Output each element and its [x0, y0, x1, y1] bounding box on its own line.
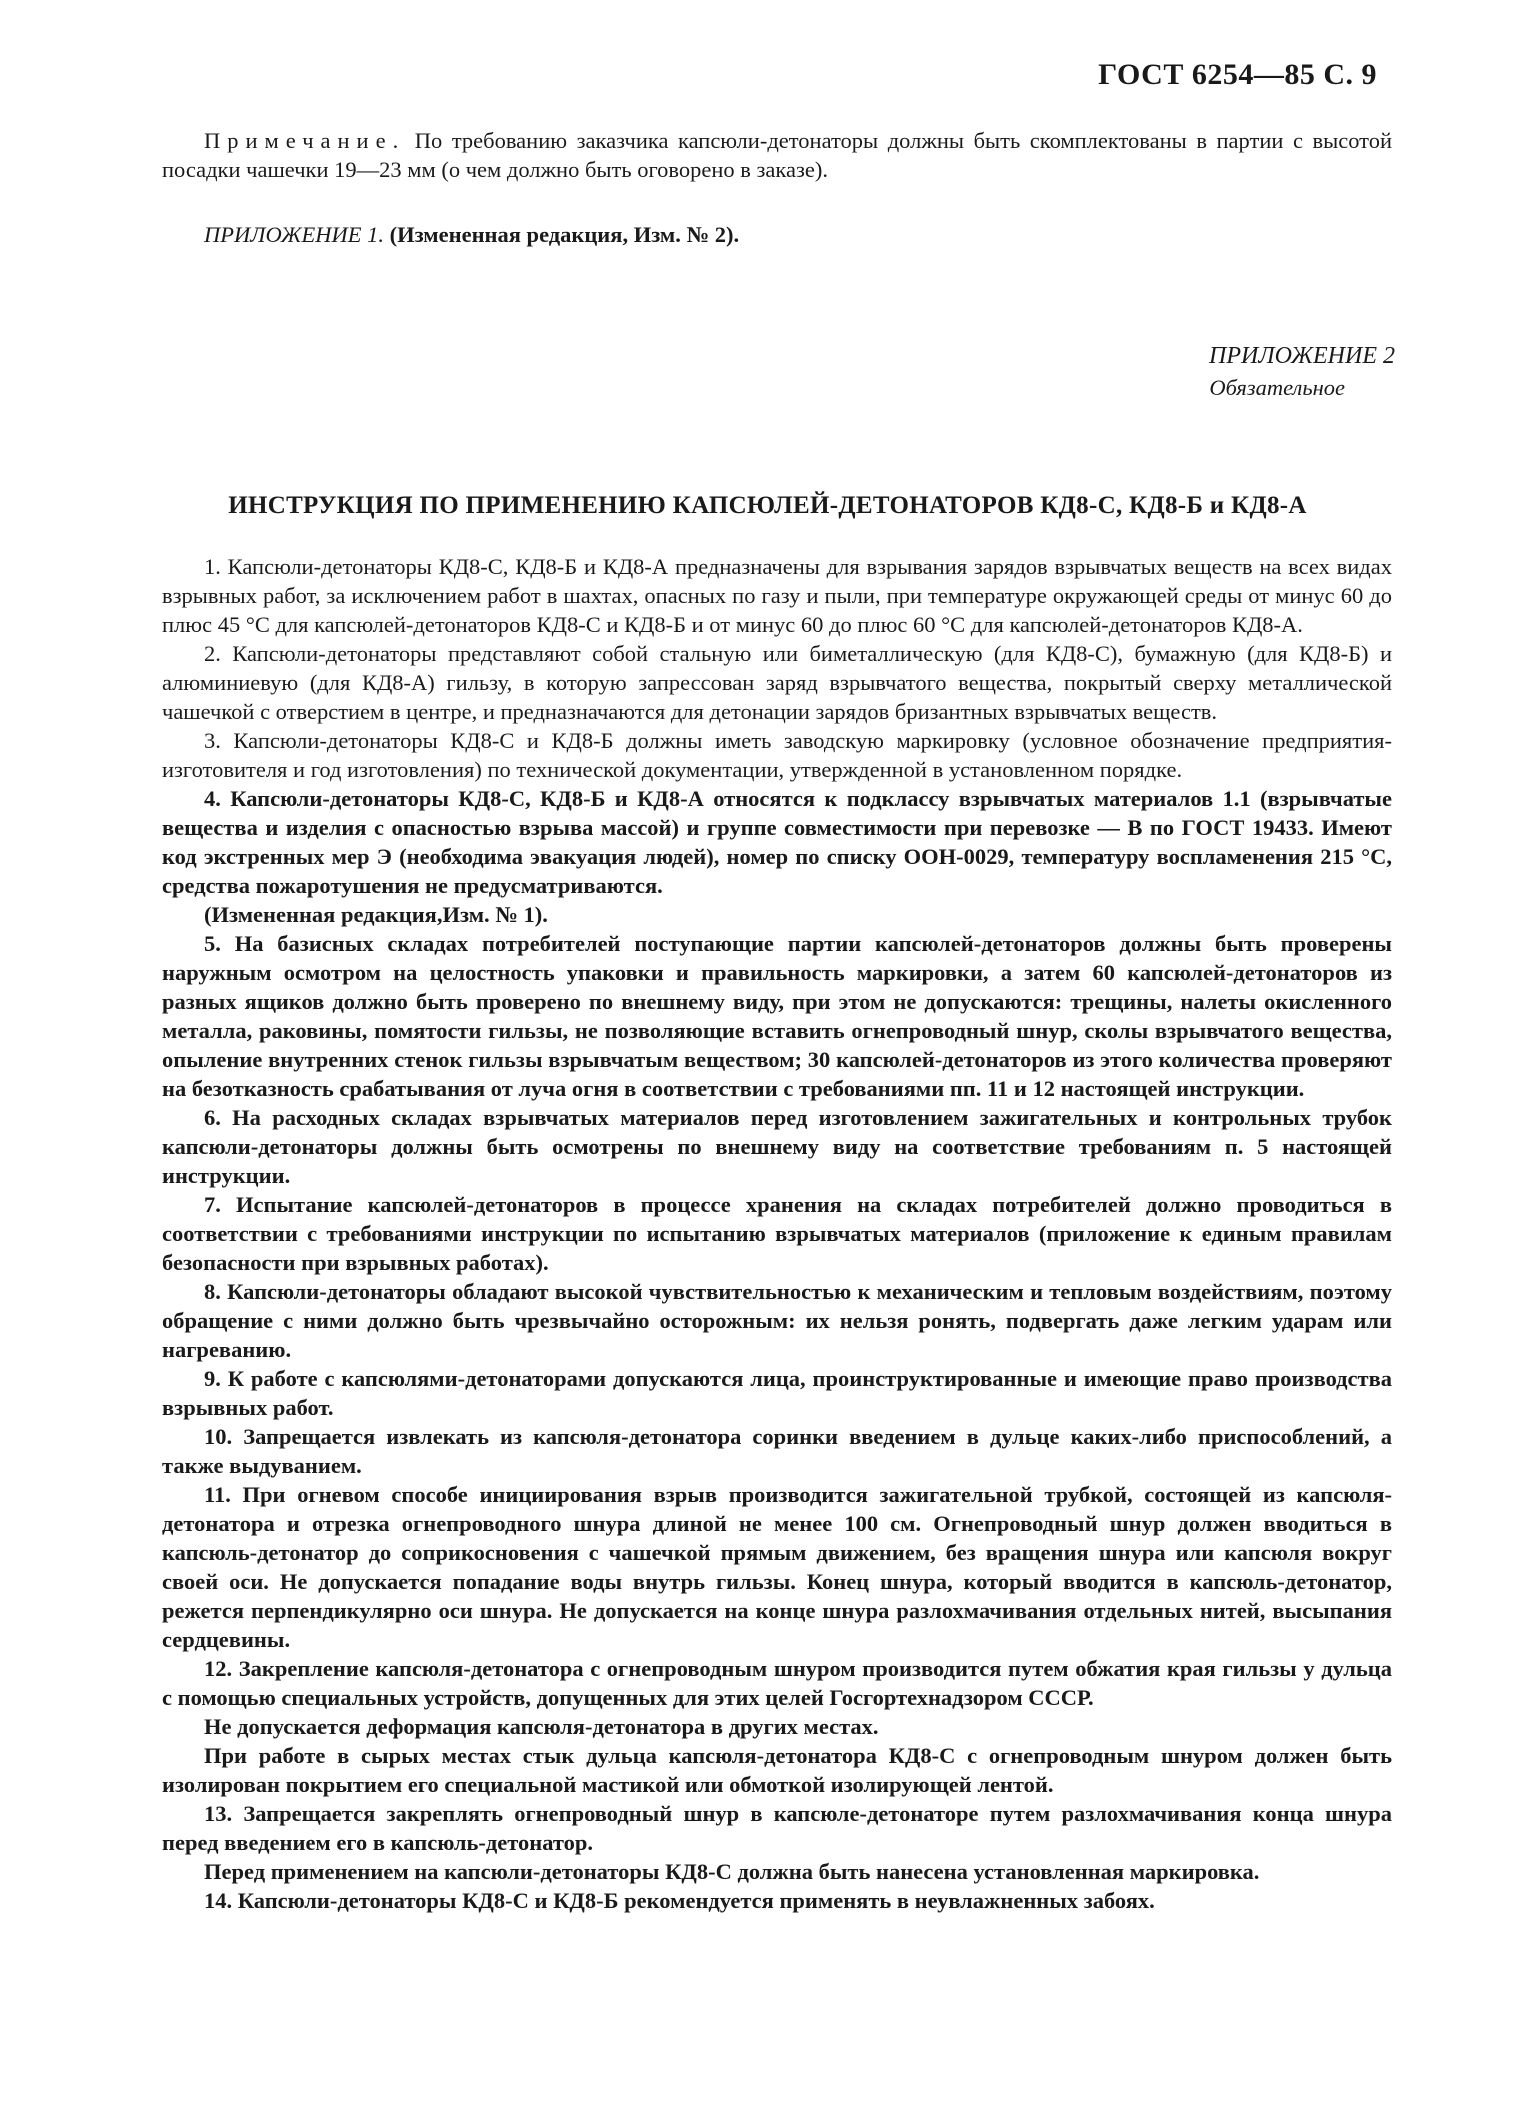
- paragraph-4: 4. Капсюли-детонаторы КД8-С, КД8-Б и КД8-А относятся к подклассу взрывчатых материалов 1.1 (взрывчатые вещества и изделия с опасностью взрыва массой) и группе совместимости при перевозке — В по ГОСТ 19433. Имеют код экстренных мер Э (необходима эвакуация людей), номер по списку ООН-0029, температуру воспламенения 215 °С, средства пожаротушения не предусматриваются.: [162, 786, 1392, 898]
- change-note-1: (Измененная редакция,Изм. № 1).: [204, 902, 548, 927]
- paragraph-12-deformation: Не допускается деформация капсюля-детонатора в других местах.: [204, 1714, 879, 1739]
- appendix1-label: ПРИЛОЖЕНИЕ 1.: [204, 222, 384, 247]
- note-label: Примечание.: [204, 128, 406, 153]
- paragraph-3: 3. Капсюли-детонаторы КД8-С и КД8-Б должны иметь заводскую маркировку (условное обозначение предприятия-изготовителя и год изготовления) по технической документации, утвержденной в установленном порядке.: [162, 728, 1392, 782]
- paragraph-11: 11. При огневом способе инициирования взрыв производится зажигательной трубкой, состоящей из капсюля-детонатора и отрезка огнепроводного шнура длиной не менее 100 см. Огнепроводный шнур должен вводиться в капсюль-детонатор до соприкосновения с чашечкой прямым движением, без вращения шнура или капсюля вокруг своей оси. Не допускается попадание воды внутрь гильзы. Конец шнура, который вводится в капсюль-детонатор, режется перпендикулярно оси шнура. Не допускается на конце шнура разлохмачивания отдельных нитей, высыпания сердцевины.: [162, 1482, 1392, 1652]
- paragraph-13-marking: Перед применением на капсюли-детонаторы КД8-С должна быть нанесена установленная маркировка.: [204, 1859, 1260, 1884]
- page-header-standard: ГОСТ 6254—85 С. 9: [1098, 58, 1377, 91]
- appendix2-heading: [1209, 340, 1395, 404]
- appendix2-title: ПРИЛОЖЕНИЕ 2: [1209, 343, 1395, 369]
- paragraph-10: 10. Запрещается извлекать из капсюля-детонатора соринки введением в дульце каких-либо приспособлений, а также выдуванием.: [162, 1424, 1392, 1478]
- paragraph-9: 9. К работе с капсюлями-детонаторами допускаются лица, проинструктированные и имеющие право производства взрывных работ.: [162, 1366, 1392, 1420]
- instruction-title: ИНСТРУКЦИЯ ПО ПРИМЕНЕНИЮ КАПСЮЛЕЙ-ДЕТОНАТОРОВ КД8-С, КД8-Б и КД8-А: [228, 492, 1307, 519]
- paragraph-7: 7. Испытание капсюлей-детонаторов в процессе хранения на складах потребителей должно проводиться в соответствии с требованиями инструкции по испытанию взрывчатых материалов (приложение к единым правилам безопасности при взрывных работах).: [162, 1192, 1392, 1275]
- appendix1-change-text: (Измененная редакция, Изм. № 2).: [389, 222, 740, 247]
- paragraph-12: 12. Закрепление капсюля-детонатора с огнепроводным шнуром производится путем обжатия края гильзы у дульца с помощью специальных устройств, допущенных для этих целей Госгортехнадзором СССР.: [162, 1656, 1392, 1710]
- paragraph-6: 6. На расходных складах взрывчатых материалов перед изготовлением зажигательных и контрольных трубок капсюли-детонаторы должны быть осмотрены по внешнему виду на соответствие требованиям п. 5 настоящей инструкции.: [162, 1105, 1392, 1188]
- paragraph-14: 14. Капсюли-детонаторы КД8-С и КД8-Б рекомендуется применять в неувлажненных забоях.: [204, 1888, 1155, 1913]
- appendix1-change-line: [204, 222, 739, 248]
- paragraph-5: 5. На базисных складах потребителей поступающие партии капсюлей-детонаторов должны быть проверены наружным осмотром на целостность упаковки и правильность маркировки, а затем 60 капсюлей-детонаторов из разных ящиков должно быть проверено по внешнему виду, при этом не допускаются: трещины, налеты окисленного металла, раковины, помятости гильзы, не позволяющие вставить огнепроводный шнур, сколы взрывчатого вещества, опыление внутренних стенок гильзы взрывчатым веществом; 30 капсюлей-детонаторов из этого количества проверяют на безотказность срабатывания от луча огня в соответствии с требованиями пп. 11 и 12 настоящей инструкции.: [162, 931, 1392, 1101]
- paragraph-1: 1. Капсюли-детонаторы КД8-С, КД8-Б и КД8-А предназначены для взрывания зарядов взрывчатых веществ на всех видах взрывных работ, за исключением работ в шахтах, опасных по газу и пыли, при температуре окружающей среды от минус 60 до плюс 45 °С для капсюлей-детонаторов КД8-С и КД8-Б и от минус 60 до плюс 60 °С для капсюлей-детонаторов КД8-А.: [162, 554, 1392, 637]
- instruction-body: [162, 552, 1392, 1915]
- note-paragraph: [162, 126, 1392, 184]
- note-block: [162, 126, 1392, 184]
- appendix2-status: Обязательное: [1209, 375, 1345, 400]
- paragraph-12-damp: При работе в сырых местах стык дульца капсюля-детонатора КД8-С с огнепроводным шнуром должен быть изолирован покрытием его специальной мастикой или обмоткой изолирующей лентой.: [162, 1743, 1392, 1797]
- note-text: По требованию заказчика капсюли-детонаторы должны быть скомплектованы в партии с высотой посадки чашечки 19—23 мм (о чем должно быть оговорено в заказе).: [162, 128, 1393, 182]
- paragraph-2: 2. Капсюли-детонаторы представляют собой стальную или биметаллическую (для КД8-С), бумажную (для КД8-Б) и алюминиевую (для КД8-А) гильзу, в которую запрессован заряд взрывчатого вещества, покрытый сверху металлической чашечкой с отверстием в центре, и предназначаются для детонации зарядов бризантных взрывчатых веществ.: [162, 641, 1392, 724]
- paragraph-13: 13. Запрещается закреплять огнепроводный шнур в капсюле-детонаторе путем разлохмачивания конца шнура перед введением его в капсюль-детонатор.: [162, 1801, 1392, 1855]
- paragraph-8: 8. Капсюли-детонаторы обладают высокой чувствительностью к механическим и тепловым воздействиям, поэтому обращение с ними должно быть чрезвычайно осторожным: их нельзя ронять, подвергать даже легким ударам или нагреванию.: [162, 1279, 1392, 1362]
